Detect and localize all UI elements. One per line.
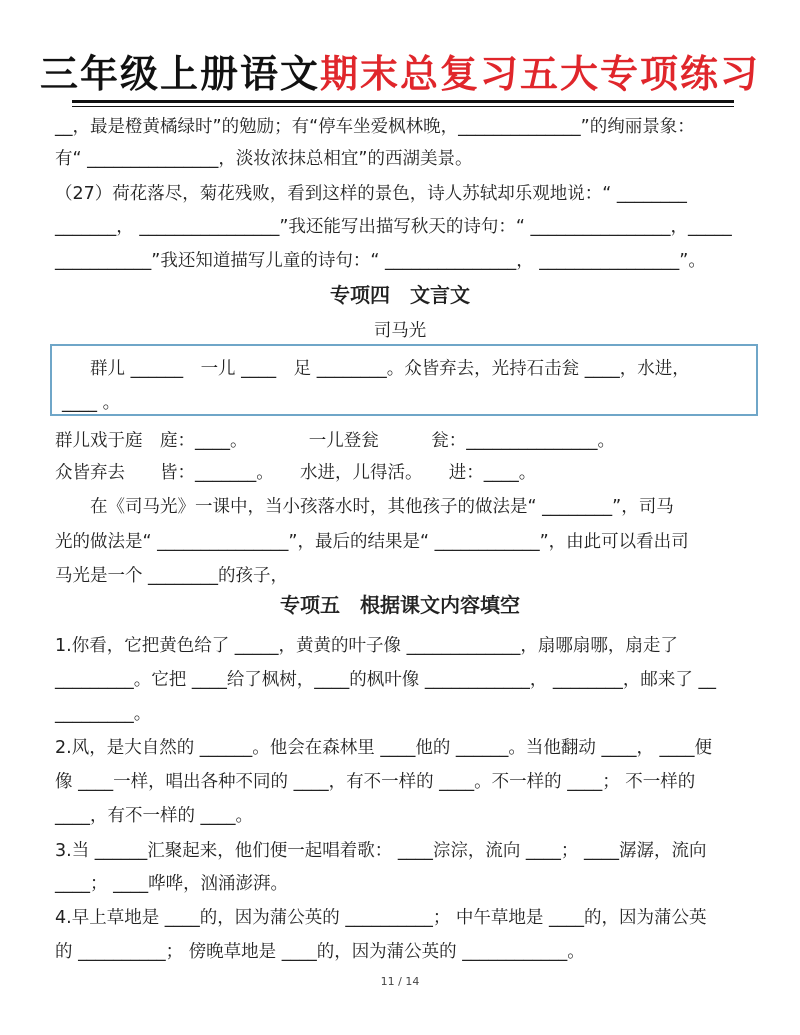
section4-para-1: 在《司马光》一课中，当小孩落水时，其他孩子的做法是“ ________”，司马 bbox=[90, 497, 674, 517]
box-line-2: ____ 。 bbox=[62, 393, 121, 413]
section5-heading: 专项五 根据课文内容填空 bbox=[280, 593, 520, 617]
q3-line-2: ____； ____哗哗，汹涌澎湃。 bbox=[55, 874, 289, 894]
title-part2: 期末总复习五大专项练习 bbox=[320, 52, 761, 96]
q1-line-2: _________。它把 ____给了枫树，____的枫叶像 ____________， ________，邮来了 __ bbox=[55, 670, 716, 690]
section4-para-2: 光的做法是“ _______________”，最后的结果是“ ____________”，由此可以看出司 bbox=[55, 532, 689, 552]
box-line-1: 群儿 ______ 一儿 ____ 足 ________。众皆弃去，光持石击瓮 ____，水进， bbox=[90, 359, 690, 379]
q4-line-2: 的 __________； 傍晚草地是 ____的，因为蒲公英的 ____________。 bbox=[55, 942, 585, 962]
page-title bbox=[0, 50, 800, 98]
section4-heading: 专项四 文言文 bbox=[330, 283, 470, 307]
section4-subtitle: 司马光 bbox=[373, 321, 427, 341]
q2-line-1: 2.风，是大自然的 ______。他会在森林里 ____他的 ______。当他翻动 ____， ____便 bbox=[55, 738, 713, 758]
q1-line-3: _________。 bbox=[55, 704, 152, 724]
title-underline-thick bbox=[72, 100, 734, 103]
page-number: 11 / 14 bbox=[380, 975, 420, 988]
section4-line-2: 众皆弃去 皆：_______。 水进，儿得活。 进：____。 bbox=[55, 463, 537, 483]
title-underline-thin bbox=[72, 106, 734, 107]
q2-line-2: 像 ____一样，唱出各种不同的 ____，有不一样的 ____。不一样的 ____； 不一样的 bbox=[55, 772, 696, 792]
q27-line-3: ___________”我还知道描写儿童的诗句：“ _______________， ________________”。 bbox=[55, 251, 706, 271]
intro-line-2: 有“ _______________，淡妆浓抹总相宜”的西湖美景。 bbox=[55, 149, 473, 169]
section4-line-1: 群儿戏于庭 庭：____。 一儿登瓮 瓮：_______________。 bbox=[55, 431, 615, 451]
q27-line-1: （27）荷花落尽，菊花残败，看到这样的景色，诗人苏轼却乐观地说：“ ________ bbox=[55, 184, 687, 204]
title-part1: 三年级上册语文 bbox=[39, 52, 320, 96]
section4-para-3: 马光是一个 ________的孩子， bbox=[55, 566, 289, 586]
q3-line-1: 3.当 ______汇聚起来，他们便一起唱着歌： ____淙淙，流向 ____； ____潺潺，流向 bbox=[55, 841, 707, 861]
q27-line-2: _______， ________________”我还能写出描写秋天的诗句：“ ________________，_____ bbox=[55, 217, 732, 237]
q4-line-1: 4.早上草地是 ____的，因为蒲公英的 __________； 中午草地是 ____的，因为蒲公英 bbox=[55, 908, 707, 928]
q1-line-1: 1.你看，它把黄色给了 _____，黄黄的叶子像 _____________，扇哪扇哪，扇走了 bbox=[55, 636, 678, 656]
intro-line-1: __，最是橙黄橘绿时”的勉励；有“停车坐爱枫林晚，______________”的绚丽景象： bbox=[55, 117, 695, 137]
q2-line-3: ____，有不一样的 ____。 bbox=[55, 806, 254, 826]
